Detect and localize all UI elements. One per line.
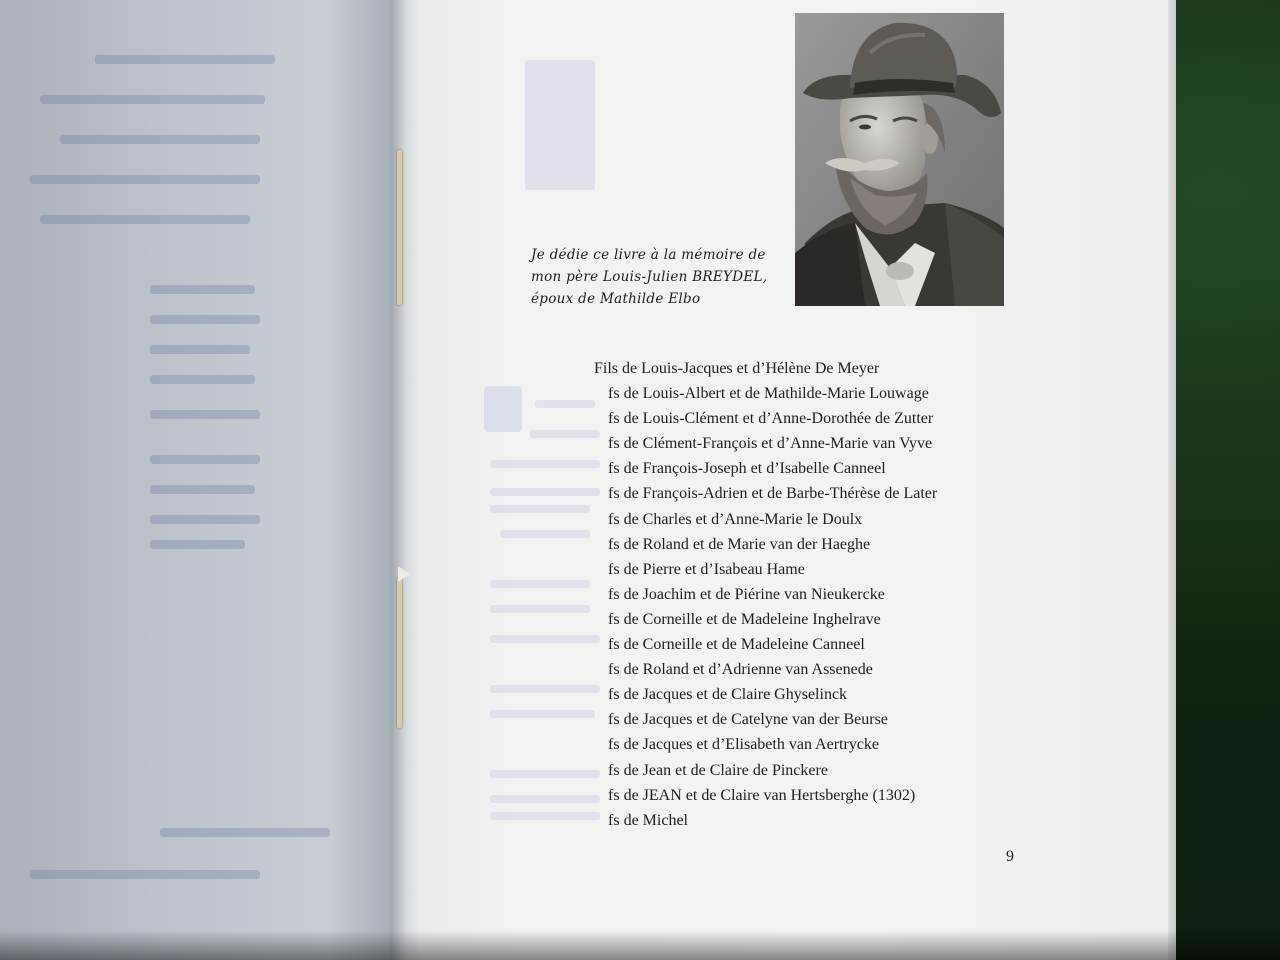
show-through-text (150, 540, 245, 549)
lineage-row (594, 682, 1034, 707)
page-edge (1168, 0, 1176, 960)
lineage-row (594, 557, 1034, 582)
show-through-text (490, 685, 600, 693)
dedication-caption (531, 244, 793, 310)
lineage-row (594, 657, 1034, 682)
show-through-text (95, 55, 275, 64)
show-through-text (490, 580, 590, 588)
show-through-text (490, 812, 600, 820)
lineage-prefix: fs (608, 435, 620, 453)
caption-line-1: Je dédie ce livre à la mémoire de (531, 247, 766, 263)
lineage-prefix: fs (608, 410, 620, 428)
show-through-initial (484, 386, 522, 432)
show-through-text (535, 400, 595, 408)
lineage-row (594, 456, 1034, 481)
book-gutter (390, 0, 420, 960)
lineage-prefix: fs (608, 510, 620, 528)
show-through-text (150, 285, 255, 294)
show-through-text (150, 410, 260, 419)
show-through-text (30, 870, 260, 879)
show-through-text (500, 530, 590, 538)
lineage-text: de Roland et de Marie van der Haeghe (623, 535, 871, 553)
lineage-prefix: Fils (594, 360, 619, 377)
lineage-row (594, 481, 1034, 506)
lineage-text: de Louis-Jacques et d’Hélène De Meyer (622, 360, 880, 377)
show-through-text (150, 315, 260, 324)
lineage-prefix: fs (608, 811, 620, 829)
show-through-text (490, 635, 600, 643)
show-through-text (60, 135, 260, 144)
show-through-text (150, 515, 260, 524)
show-through-text (490, 710, 595, 718)
lineage-text: de Jacques et de Catelyne van der Beurse (623, 711, 888, 729)
lineage-row (594, 758, 1034, 783)
show-through-text (490, 505, 590, 513)
lineage-row (594, 808, 1034, 833)
lineage-text: de Charles et d’Anne-Marie le Doulx (623, 510, 863, 528)
binding-thread (397, 150, 402, 305)
lineage-text: de Michel (623, 811, 688, 829)
page-number: 9 (1006, 848, 1014, 865)
binding-thread (397, 578, 402, 728)
caption-line-2: mon père Louis-Julien BREYDEL, (531, 269, 768, 285)
portrait-photo (795, 13, 1004, 306)
show-through-text (530, 430, 600, 438)
left-page (0, 0, 405, 960)
lineage-row (594, 582, 1034, 607)
lineage-text: de Roland et d’Adrienne van Assenede (623, 661, 873, 679)
lineage-prefix: fs (608, 686, 620, 704)
bottom-shadow (0, 930, 1280, 960)
lineage-text: de François-Joseph et d’Isabelle Canneel (623, 460, 886, 478)
lineage-prefix: fs (608, 385, 620, 403)
lineage-text: de Pierre et d’Isabeau Hame (623, 560, 805, 578)
lineage-row (594, 632, 1034, 657)
lineage-prefix: fs (608, 661, 620, 679)
lineage-prefix: fs (608, 711, 620, 729)
show-through-text (490, 488, 600, 496)
show-through-text (150, 455, 260, 464)
lineage-prefix: fs (608, 610, 620, 628)
lineage-row (594, 783, 1034, 808)
lineage-prefix: fs (608, 736, 620, 754)
lineage-text: de Louis-Clément et d’Anne-Dorothée de Zutter (623, 410, 934, 428)
lineage-row (594, 406, 1034, 431)
lineage-prefix: fs (608, 636, 620, 654)
lineage-prefix: fs (608, 585, 620, 603)
show-through-text (40, 95, 265, 104)
lineage-prefix: fs (608, 560, 620, 578)
lineage-row (594, 356, 1034, 381)
lineage-text: de Corneille et de Madeleine Inghelrave (623, 610, 881, 628)
show-through-text (150, 375, 255, 384)
lineage-prefix: fs (608, 761, 620, 779)
lineage-row (594, 381, 1034, 406)
show-through-text (490, 605, 590, 613)
lineage-prefix: fs (608, 460, 620, 478)
show-through-text (490, 770, 600, 778)
lineage-text: de Louis-Albert et de Mathilde-Marie Louwage (623, 385, 929, 403)
lineage-text: de Clément-François et d’Anne-Marie van Vyve (623, 435, 933, 453)
lineage-row (594, 507, 1034, 532)
lineage-text: de Corneille et de Madeleine Canneel (623, 636, 865, 654)
lineage-row (594, 607, 1034, 632)
portrait-image (795, 13, 1004, 306)
show-through-text (525, 60, 595, 190)
genealogy-list (594, 356, 1034, 833)
lineage-row (594, 732, 1034, 757)
show-through-text (160, 828, 330, 837)
show-through-text (40, 215, 250, 224)
lineage-text: de François-Adrien et de Barbe-Thérèse de Later (623, 485, 938, 503)
lineage-prefix: fs (608, 786, 620, 804)
lineage-prefix: fs (608, 535, 620, 553)
lineage-text: de Joachim et de Piérine van Nieukercke (623, 585, 885, 603)
caption-line-3: époux de Mathilde Elbo (531, 291, 701, 307)
lineage-text: de JEAN et de Claire van Hertsberghe (1302) (623, 786, 916, 804)
show-through-text (490, 460, 600, 468)
show-through-text (30, 175, 260, 184)
lineage-row (594, 707, 1034, 732)
show-through-text (490, 795, 600, 803)
lineage-row (594, 431, 1034, 456)
show-through-text (150, 485, 255, 494)
lineage-text: de Jacques et d’Elisabeth van Aertrycke (623, 736, 880, 754)
lineage-row (594, 532, 1034, 557)
lineage-text: de Jacques et de Claire Ghyselinck (623, 686, 848, 704)
lineage-prefix: fs (608, 485, 620, 503)
lineage-text: de Jean et de Claire de Pinckere (623, 761, 828, 779)
show-through-text (150, 345, 250, 354)
